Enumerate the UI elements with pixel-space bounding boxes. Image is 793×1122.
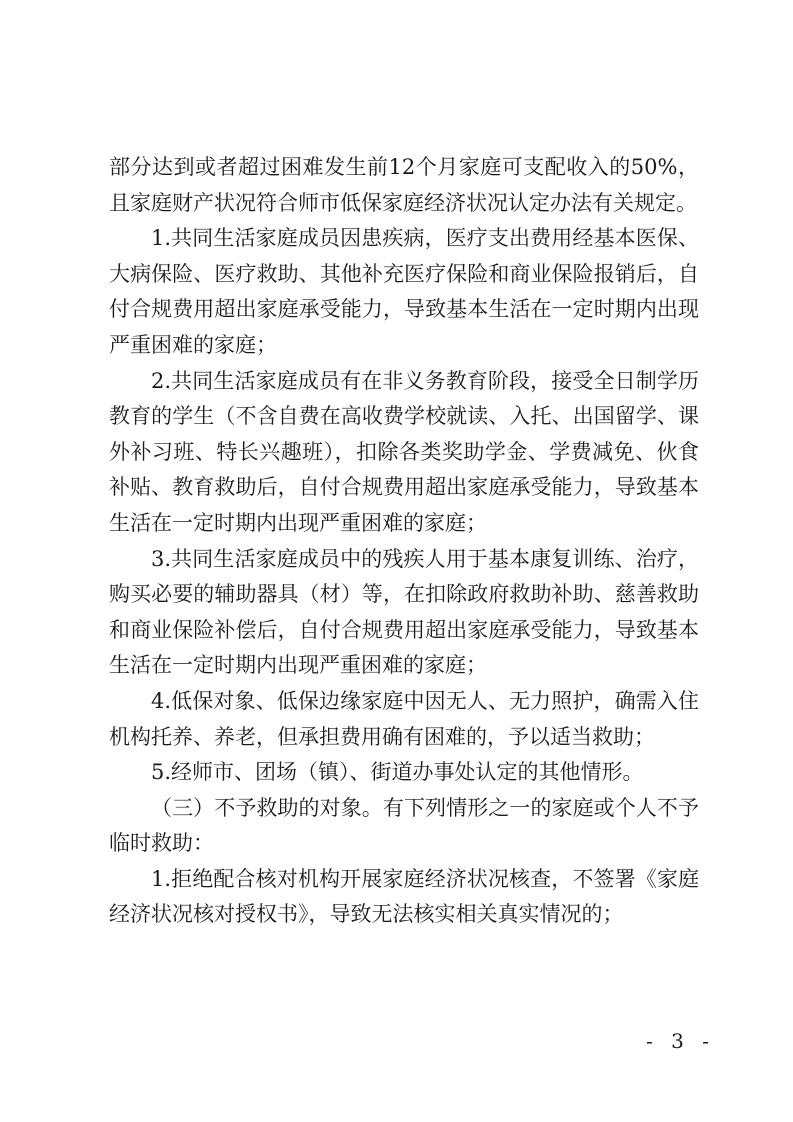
text-line: 严重困难的家庭； bbox=[109, 332, 277, 357]
document-body bbox=[109, 150, 699, 933]
text-line: 补贴、教育救助后，自付合规费用超出家庭承受能力，导致基本 bbox=[109, 475, 699, 500]
page-number: - 3 - bbox=[646, 1029, 715, 1053]
text-line: 机构托养、养老，但承担费用确有困难的，予以适当救助； bbox=[109, 724, 655, 749]
text-line: 5.经师市、团场（镇）、街道办事处认定的其他情形。 bbox=[151, 760, 644, 785]
text-line: 教育的学生（不含自费在高收费学校就读、入托、出国留学、课 bbox=[109, 404, 699, 429]
section-heading-line: （三）不予救助的对象。有下列情形之一的家庭或个人不予 bbox=[151, 795, 699, 820]
text-line: 3.共同生活家庭成员中的残疾人用于基本康复训练、治疗， bbox=[151, 546, 699, 571]
text-line: 经济状况核对授权书》，导致无法核实相关真实情况的； bbox=[109, 902, 624, 927]
text-line: 部分达到或者超过困难发生前12个月家庭可支配收入的50%， bbox=[109, 155, 699, 179]
text-line: 1.共同生活家庭成员因患疾病，医疗支出费用经基本医保、 bbox=[151, 226, 699, 251]
text-line: 外补习班、特长兴趣班），扣除各类奖助学金、学费减免、伙食 bbox=[109, 439, 699, 464]
text-line: 购买必要的辅助器具（材）等，在扣除政府救助补助、慈善救助 bbox=[109, 582, 699, 607]
text-line: 生活在一定时期内出现严重困难的家庭； bbox=[109, 653, 487, 678]
text-line: 4.低保对象、低保边缘家庭中因无人、无力照护，确需入住 bbox=[151, 688, 699, 713]
text-line: 生活在一定时期内出现严重困难的家庭； bbox=[109, 510, 487, 535]
text-line: 临时救助： bbox=[109, 831, 214, 856]
text-line: 2.共同生活家庭成员有在非义务教育阶段，接受全日制学历 bbox=[151, 368, 699, 393]
text-line: 1.拒绝配合核对机构开展家庭经济状况核查，不签署《家庭 bbox=[151, 866, 699, 891]
text-line: 且家庭财产状况符合师市低保家庭经济状况认定办法有关规定。 bbox=[109, 190, 697, 215]
text-line: 付合规费用超出家庭承受能力，导致基本生活在一定时期内出现 bbox=[109, 297, 699, 322]
text-line: 和商业保险补偿后，自付合规费用超出家庭承受能力，导致基本 bbox=[109, 617, 699, 642]
text-line: 大病保险、医疗救助、其他补充医疗保险和商业保险报销后，自 bbox=[109, 261, 699, 286]
